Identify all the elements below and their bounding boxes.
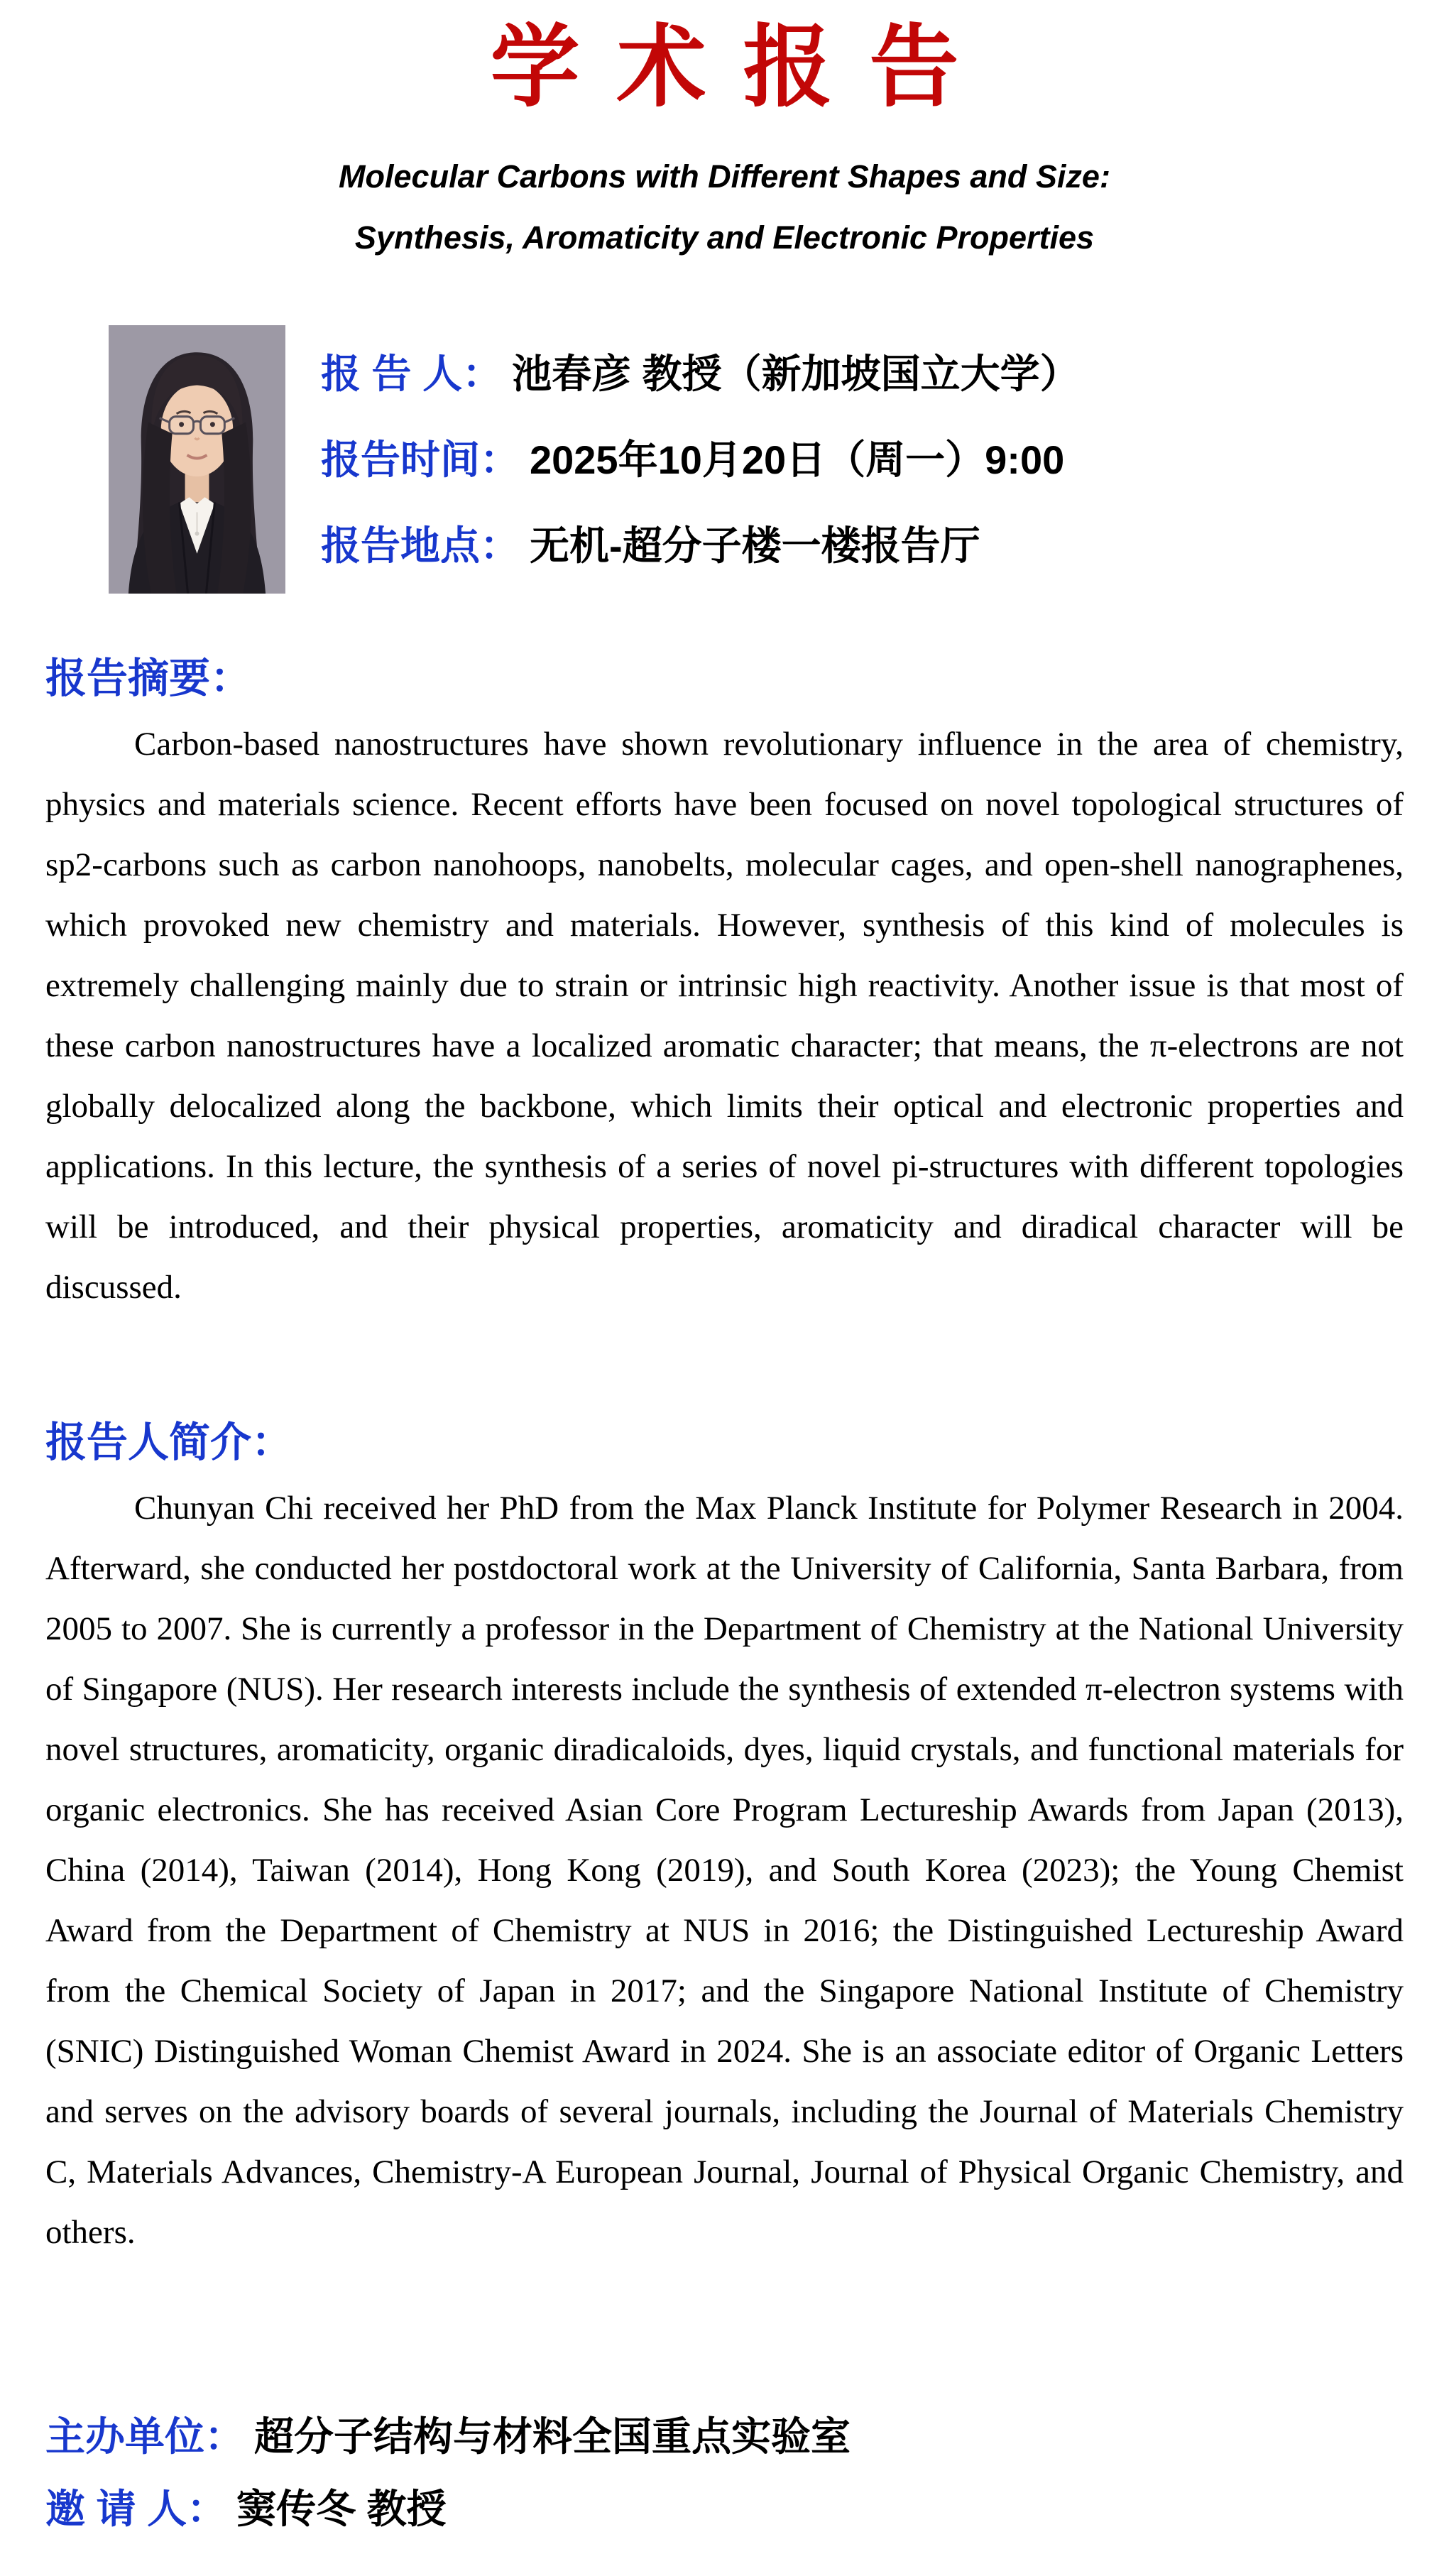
abstract-heading: 报告摘要： [45, 655, 252, 702]
inviter-row [45, 2471, 447, 2542]
speaker-photo [109, 325, 285, 594]
bio-paragraph: Chunyan Chi received her PhD from the Max Planck Institute for Polymer Research in 2004. Afterward, she conducted her postdoctoral work at the University of California, Santa Barbara, from 2005 to 2007. She is currently a professor in the Department of Chemistry at the National University of Singapore (NUS). Her research interests include the synthesis of extended π-electron systems with novel structures, aromaticity, organic diradicaloids, dyes, liquid crystals, and functional materials for organic electronics. She has received Asian Core Program Lectureship Awards from Japan (2013), China (2014), Taiwan (2014), Hong Kong (2019), and South Korea (2023); the Young Chemist Award from the Department of Chemistry at NUS in 2016; the Distinguished Lectureship Award from the Chemical Society of Japan in 2017; and the Singapore National Institute of Chemistry (SNIC) Distinguished Woman Chemist Award in 2024. She is an associate editor of Organic Letters and serves on the advisory boards of several journals, including the Journal of Materials Chemistry C, Materials Advances, Chemistry-A European Journal, Journal of Physical Organic Chemistry, and others. [45, 1490, 1404, 2251]
lecture-title-line1: Molecular Carbons with Different Shapes and Size: [339, 158, 1110, 195]
lecture-title-english [0, 146, 1449, 268]
time-value: 2025年10月20日（周一）9:00 [530, 437, 1065, 482]
speaker-label: 报 告 人： [321, 351, 503, 396]
speaker-value: 池春彦 教授（新加坡国立大学） [512, 351, 1080, 396]
inviter-label: 邀 请 人： [45, 2487, 227, 2531]
host-row [45, 2398, 851, 2469]
speaker-info-block [321, 328, 1080, 586]
time-label: 报告时间： [321, 437, 520, 482]
bio-heading: 报告人简介： [45, 1419, 293, 1466]
host-label: 主办单位： [45, 2414, 244, 2459]
location-label: 报告地点： [321, 523, 520, 568]
page-title: 学术报告 [490, 14, 996, 119]
lecture-title-line2: Synthesis, Aromaticity and Electronic Properties [354, 219, 1095, 256]
location-row [321, 500, 1080, 586]
location-value: 无机-超分子楼一楼报告厅 [530, 523, 980, 568]
speaker-row [321, 328, 1080, 414]
time-row [321, 414, 1080, 500]
host-value: 超分子结构与材料全国重点实验室 [254, 2414, 851, 2459]
abstract-paragraph: Carbon-based nanostructures have shown revolutionary influence in the area of chemistry, physics and materials science. Recent efforts have been focused on novel topological structures of sp2-carbons such as carbon nanohoops, nanobelts, molecular cages, and open-shell nanographenes, which provoked new chemistry and materials. However, synthesis of this kind of molecules is extremely challenging mainly due to strain or intrinsic high reactivity. Another issue is that most of these carbon nanostructures have a localized aromatic character; that means, the π-electrons are not globally delocalized along the backbone, which limits their optical and electronic properties and applications. In this lecture, the synthesis of a series of novel pi-structures with different topologies will be introduced, and their physical properties, aromaticity and diradical character will be discussed. [45, 726, 1404, 1306]
inviter-value: 窦传冬 教授 [236, 2487, 447, 2531]
speaker-portrait-illustration [109, 325, 285, 594]
